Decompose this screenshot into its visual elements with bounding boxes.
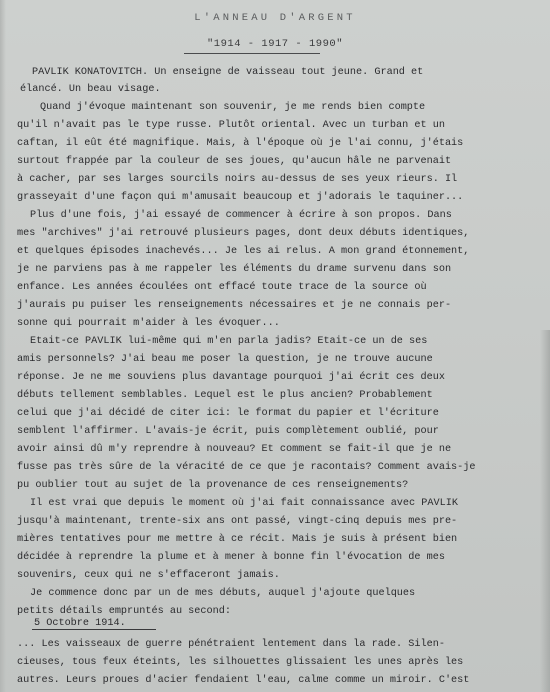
entry-date: 5 Octobre 1914. — [34, 618, 126, 629]
text-line: enfance. Les années écoulées ont effacé toute trace de la source où — [17, 282, 427, 293]
text-line: décidée à reprendre la plume et à mener à bonne fin l'évocation de mes — [17, 552, 445, 563]
text-line: celui que j'ai décidé de citer ici: le format du papier et l'écriture — [17, 408, 439, 419]
text-line: je ne parviens pas à me rappeler les éléments du drame survenu dans son — [17, 264, 452, 275]
text-line: mes "archives" j'ai retrouvé plusieurs pages, dont deux débuts identiques, — [17, 228, 470, 239]
document-dates: "1914 - 1917 - 1990" — [206, 38, 344, 50]
text-line: fusse pas très sûre de la véracité de ce que je racontais? Comment avais-je — [17, 462, 476, 473]
page-right-edge — [540, 330, 550, 692]
entry-date-underline — [32, 629, 156, 630]
text-line: caftan, il eût été magnifique. Mais, à l'époque où je l'ai connu, j'étais — [17, 138, 464, 149]
page-left-edge — [0, 0, 6, 692]
text-line: pu oublier tout au sujet de la provenance de ces renseignements? — [17, 480, 409, 491]
text-line: à cacher, par ses larges sourcils noirs au-dessus de ses yeux rieurs. Il — [17, 174, 458, 185]
text-line: avoir ainsi dû m'y reprendre à nouveau? Et comment se fait-il que je ne — [17, 444, 452, 455]
text-line: Je commence donc par un de mes débuts, auquel j'ajoute quelques — [30, 588, 416, 599]
text-line: amis personnels? J'ai beau me poser la question, je ne trouve aucune — [17, 354, 433, 365]
text-line: grasseyait d'une façon qui m'amusait beaucoup et j'adorais le taquiner... — [17, 192, 464, 203]
text-line: PAVLIK KONATOVITCH. Un enseigne de vaisseau tout jeune. Grand et — [32, 67, 424, 78]
text-line: débuts tellement semblables. Lequel est le plus ancien? Probablement — [17, 390, 433, 401]
text-line: jusqu'à maintenant, trente-six ans ont passé, vingt-cinq depuis mes pre- — [17, 516, 458, 527]
dates-underline — [184, 53, 320, 54]
text-line: Plus d'une fois, j'ai essayé de commencer à écrire à son propos. Dans — [30, 210, 452, 221]
text-line: semblent l'affirmer. L'avais-je écrit, puis complètement oublié, pour — [17, 426, 439, 437]
text-line: Il est vrai que depuis le moment où j'ai fait connaissance avec PAVLIK — [30, 498, 458, 509]
text-line: souvenirs, ceux qui ne s'effaceront jamais. — [17, 570, 280, 581]
text-line: réponse. Je ne me souviens plus davantage pourquoi j'ai écrit ces deux — [17, 372, 445, 383]
text-line: élancé. Un beau visage. — [20, 84, 161, 95]
text-line: autres. Leurs proues d'acier fendaient l'eau, calme comme un miroir. C'est — [17, 675, 470, 686]
text-line: petits détails empruntés au second: — [17, 606, 231, 617]
text-line: ... Les vaisseaux de guerre pénétraient lentement dans la rade. Silen- — [17, 639, 445, 650]
text-line: Quand j'évoque maintenant son souvenir, je me rends bien compte — [40, 102, 426, 113]
text-line: Etait-ce PAVLIK lui-même qui m'en parla jadis? Etait-ce un de ses — [30, 336, 428, 347]
document-title: L'ANNEAU D'ARGENT — [194, 12, 356, 24]
text-line: cieuses, tous feux éteints, les silhouettes glissaient les unes après les — [17, 657, 464, 668]
text-line: sonne qui pourrait m'aider à les évoquer... — [17, 318, 280, 329]
text-line: j'aurais pu puiser les renseignements nécessaires et je ne connais per- — [17, 300, 452, 311]
text-line: surtout frappée par la couleur de ses joues, qu'aucun hâle ne parvenait — [17, 156, 452, 167]
text-line: mières tentatives pour me mettre à ce récit. Mais je suis à présent bien — [17, 534, 458, 545]
text-line: et quelques épisodes inachevés... Je les ai relus. A mon grand étonnement, — [17, 246, 470, 257]
text-line: qu'il n'avait pas le type russe. Plutôt oriental. Avec un turban et un — [17, 120, 445, 131]
